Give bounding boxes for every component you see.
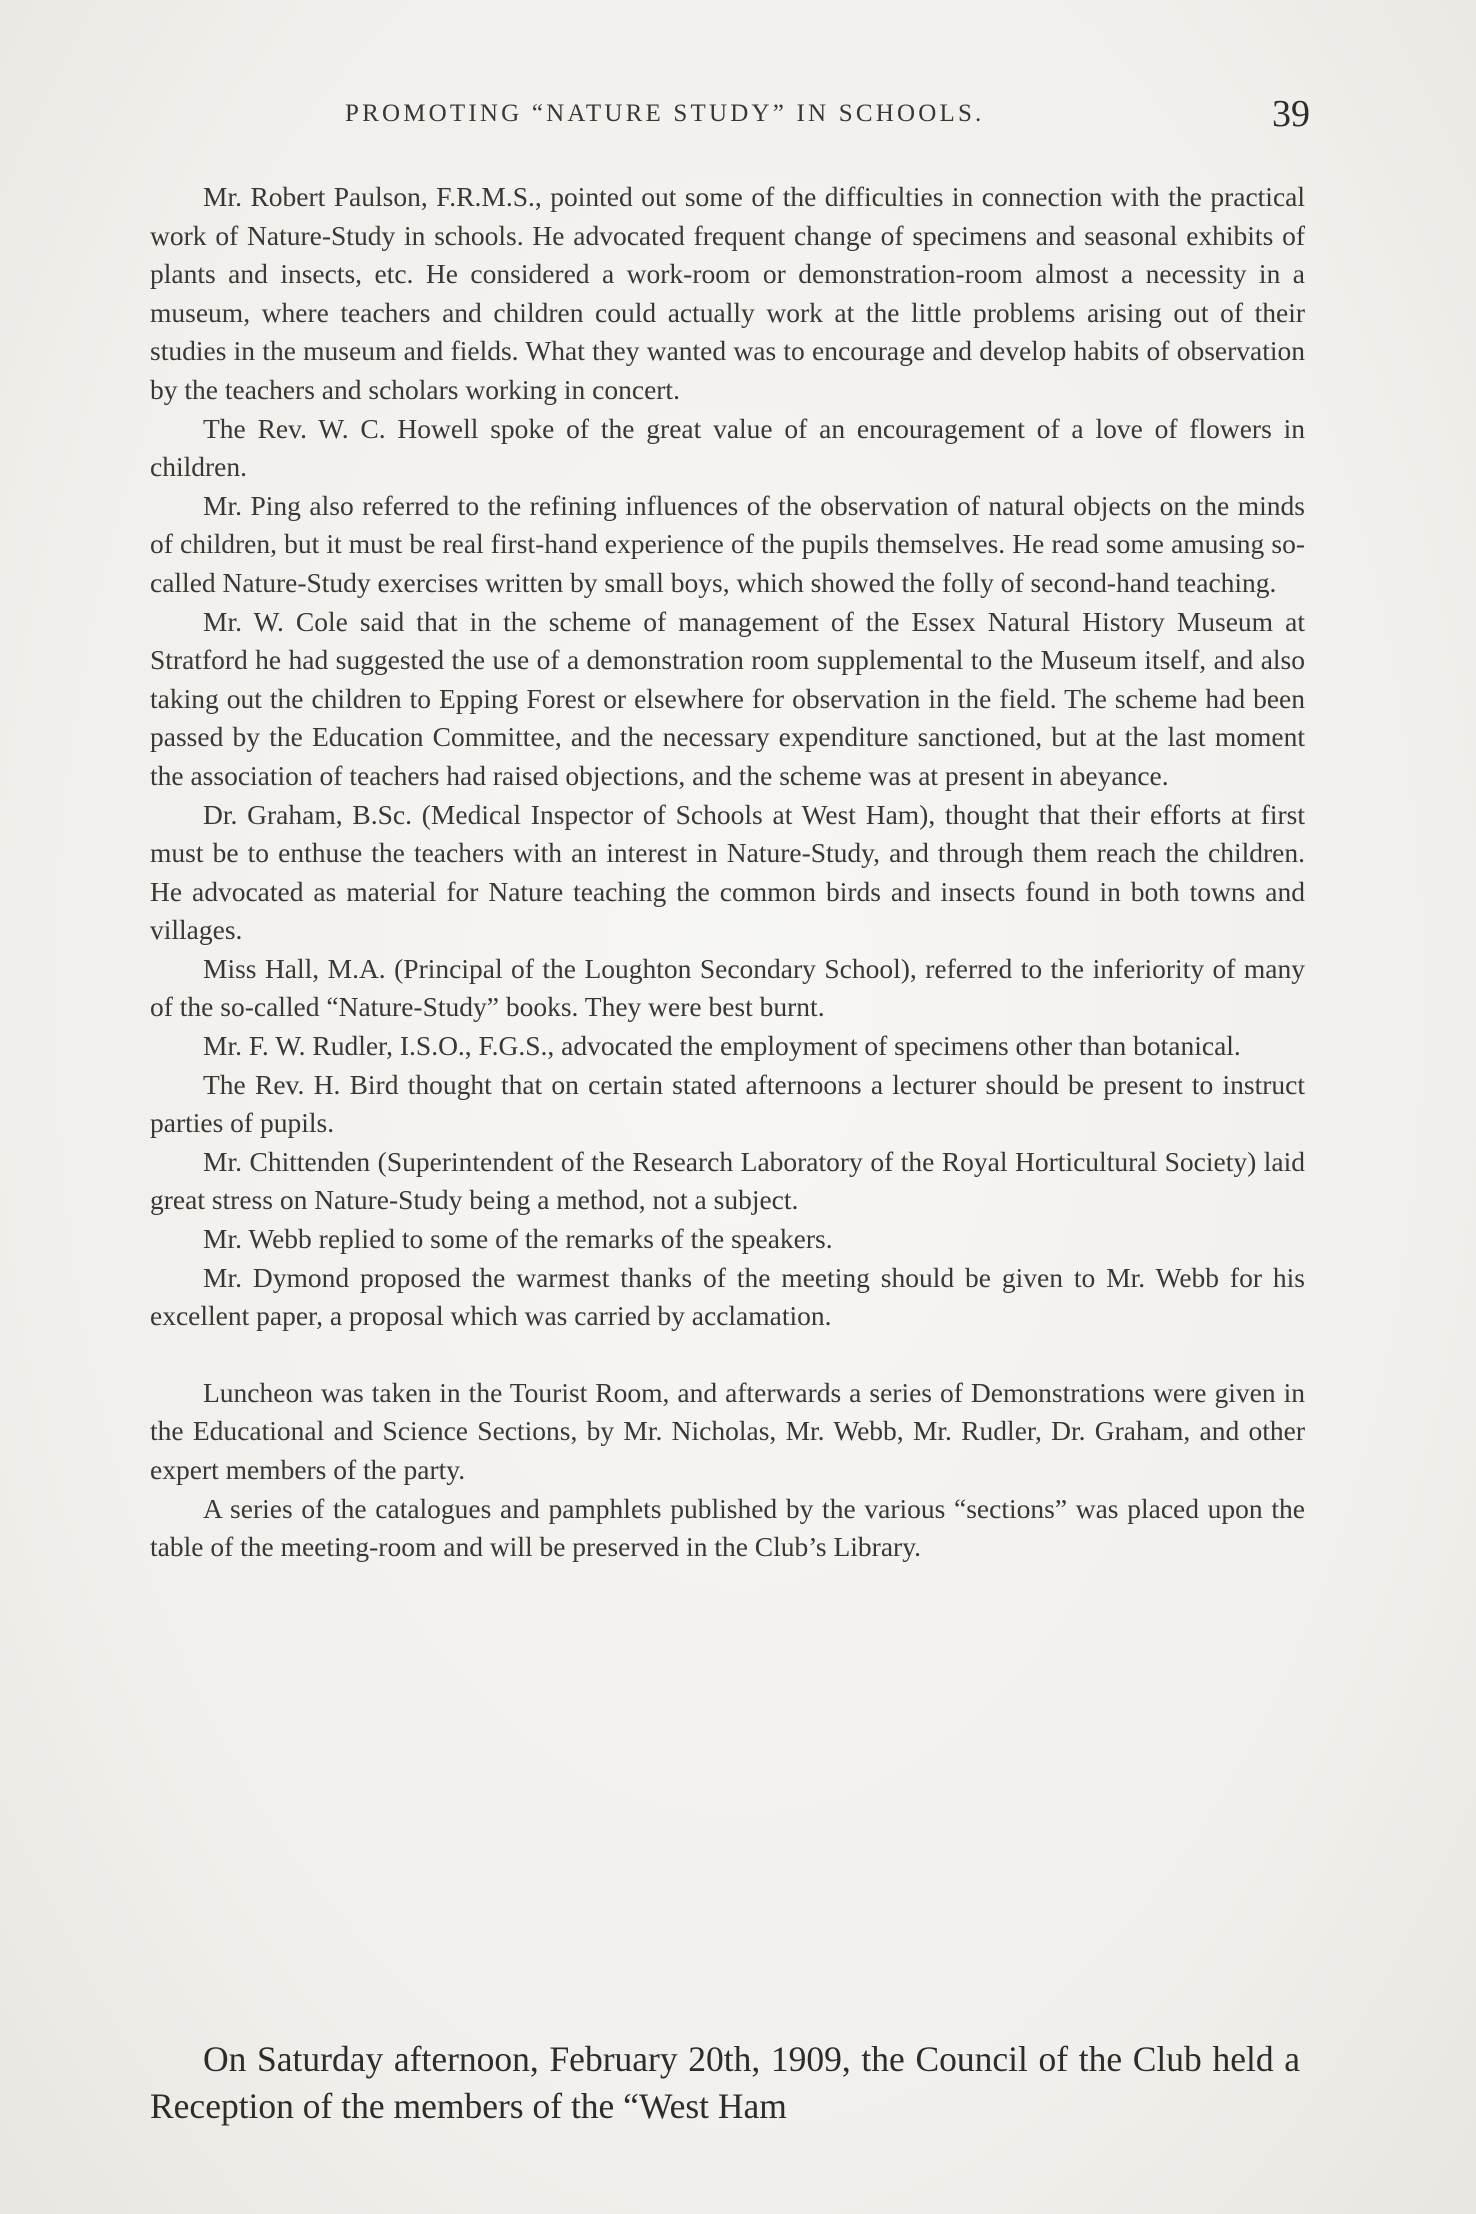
paragraph-rudler: Mr. F. W. Rudler, I.S.O., F.G.S., advocated the employment of specimens other than botanical. bbox=[203, 1030, 1241, 1062]
closing-section bbox=[150, 2036, 1300, 2130]
page-number: 39 bbox=[1272, 93, 1310, 135]
paragraph-reception: On Saturday afternoon, February 20th, 1909, the Council of the Club held a Reception of the members of the “West Ham bbox=[150, 2039, 1300, 2126]
paragraph-howell: The Rev. W. C. Howell spoke of the great value of an encouragement of a love of flowers in children. bbox=[150, 412, 1305, 483]
paragraph-bird: The Rev. H. Bird thought that on certain stated afternoons a lecturer should be present to instruct parties of pupils. bbox=[150, 1068, 1305, 1139]
paragraph-hall: Miss Hall, M.A. (Principal of the Loughton Secondary School), referred to the inferiority of many of the so-called “Nature-Study” books. They were best burnt. bbox=[150, 952, 1305, 1023]
paragraph-luncheon: Luncheon was taken in the Tourist Room, and afterwards a series of Demonstrations were given in the Educational and Science Sections, by Mr. Nicholas, Mr. Webb, Mr. Rudler, Dr. Graham, and other expert members of the party. bbox=[150, 1376, 1305, 1485]
paragraph-cole: Mr. W. Cole said that in the scheme of management of the Essex Natural History Museum at Stratford he had suggested the use of a demonstration room supplemental to the Museum itself, and also taking out the children to Epping Forest or elsewhere for observation in the field. The scheme had been passed by the Education Committee, and the necessary expenditure sanctioned, but at the last moment the association of teachers had raised objections, and the scheme was at present in abeyance. bbox=[150, 605, 1305, 791]
paragraph-webb-reply: Mr. Webb replied to some of the remarks of the speakers. bbox=[203, 1223, 833, 1255]
paragraph-paulson: Mr. Robert Paulson, F.R.M.S., pointed out some of the difficulties in connection with the practical work of Nature-Study in schools. He advocated frequent change of specimens and seasonal exhibits of plants and insects, etc. He considered a work-room or demonstration-room almost a necessity in a museum, where teachers and children could actually work at the little problems arising out of their studies in the museum and fields. What they wanted was to encourage and develop habits of observation by the teachers and scholars working in concert. bbox=[150, 181, 1305, 405]
page-header bbox=[150, 92, 1310, 142]
running-head: PROMOTING “NATURE STUDY” IN SCHOOLS. bbox=[345, 100, 985, 127]
paragraph-chittenden: Mr. Chittenden (Superintendent of the Research Laboratory of the Royal Horticultural Society) laid great stress on Nature-Study being a method, not a subject. bbox=[150, 1145, 1305, 1216]
paragraph-graham: Dr. Graham, B.Sc. (Medical Inspector of Schools at West Ham), thought that their efforts at first must be to enthuse the teachers with an interest in Nature-Study, and through them reach the children. He advocated as material for Nature teaching the common birds and insects found in both towns and villages. bbox=[150, 798, 1305, 946]
paragraph-ping: Mr. Ping also referred to the refining influences of the observation of natural objects on the minds of children, but it must be real first-hand experience of the pupils themselves. He read some amusing so-called Nature-Study exercises written by small boys, which showed the folly of second-hand teaching. bbox=[150, 489, 1305, 598]
paragraph-dymond: Mr. Dymond proposed the warmest thanks of the meeting should be given to Mr. Webb for his excellent paper, a proposal which was carried by acclamation. bbox=[150, 1261, 1305, 1332]
body-text bbox=[150, 178, 1305, 1567]
paragraph-catalogues: A series of the catalogues and pamphlets published by the various “sections” was placed upon the table of the meeting-room and will be preserved in the Club’s Library. bbox=[150, 1492, 1305, 1563]
